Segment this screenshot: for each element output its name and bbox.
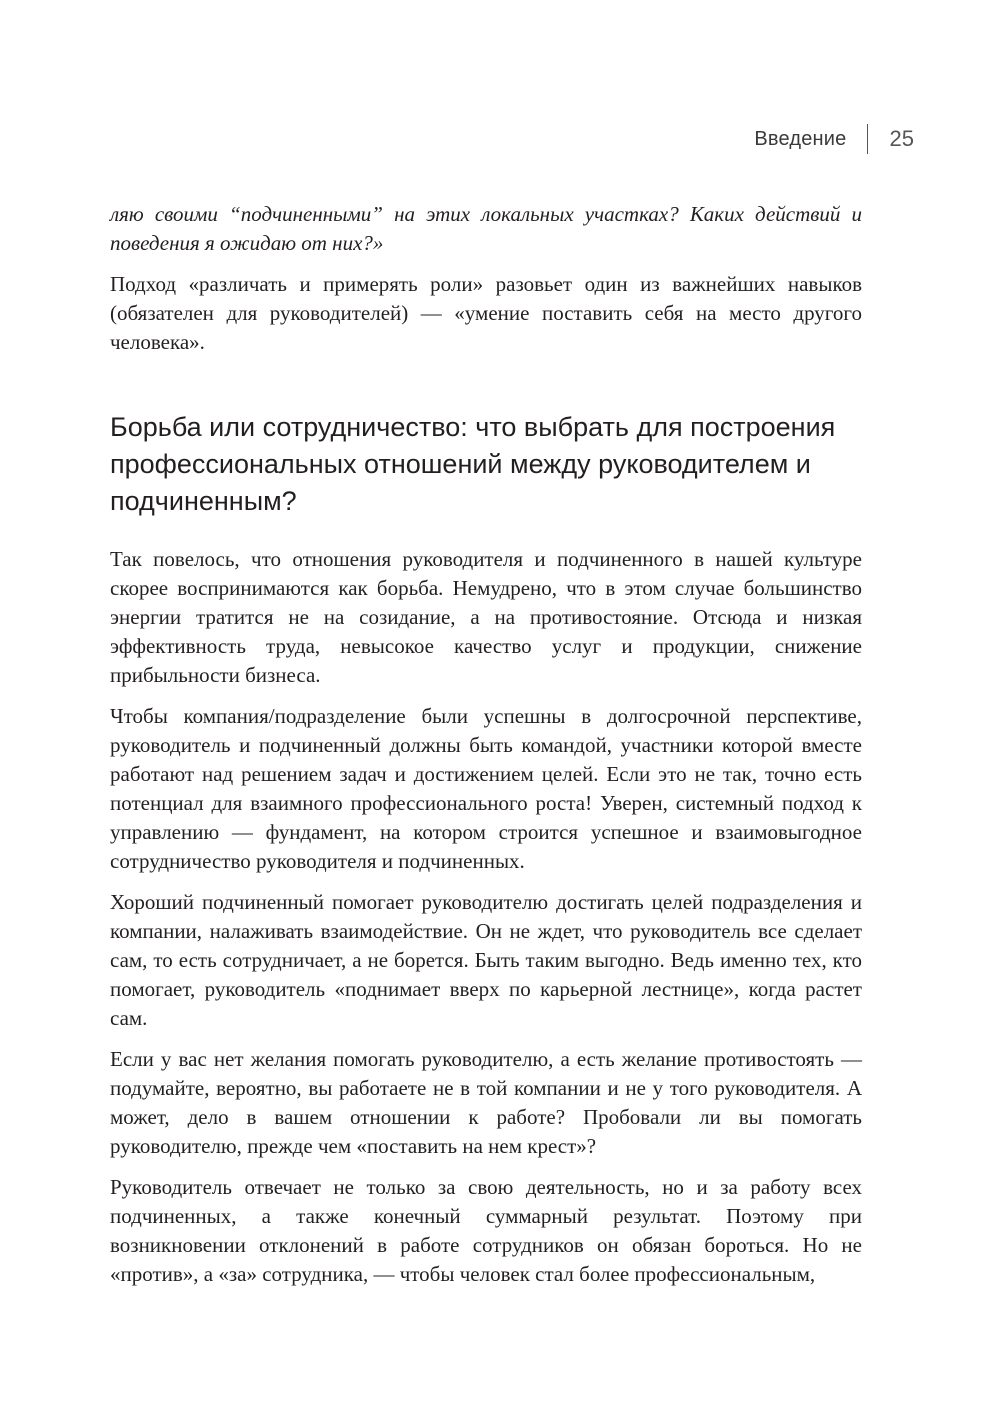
header-divider <box>867 124 868 154</box>
intro-paragraph: Подход «различать и примерять роли» разовьет один из важнейших навыков (обязателен для руководителей) — «умение поставить себя на место другого человека». <box>110 272 862 354</box>
page-number: 25 <box>889 126 914 151</box>
paragraph: Руководитель отвечает не только за свою деятельность, но и за работу всех подчиненных, а также конечный суммарный результат. Поэтому при возникновении отклонений в работе сотрудников он обязан бороться. Но не «против», а «за» сотрудника, — чтобы человек стал более профессиональным, <box>110 1175 862 1286</box>
paragraph: Так повелось, что отношения руководителя и подчиненного в нашей культуре скорее воспринимаются как борьба. Немудрено, что в этом случае большинство энергии тратится не на созидание, а на противостояние. Отсюда и низкая эффективность труда, невысокое качество услуг и продукции, снижение прибыльности бизнеса. <box>110 547 862 687</box>
running-header <box>754 124 914 154</box>
section-heading: Борьба или сотрудничество: что выбрать для построения профессиональных отношений между руководителем и подчиненным? <box>110 412 836 516</box>
body-text <box>110 200 862 1301</box>
paragraph: Если у вас нет желания помогать руководителю, а есть желание противостоять — подумайте, вероятно, вы работаете не в той компании и не у того руководителя. А может, дело в вашем отношении к работе? Пробовали ли вы помогать руководителю, прежде чем «поставить на нем крест»? <box>110 1047 862 1158</box>
section-title: Введение <box>754 127 847 150</box>
paragraph: Чтобы компания/подразделение были успешны в долгосрочной перспективе, руководитель и подчиненный должны быть командой, участники которой вместе работают над решением задач и достижением целей. Если это не так, точно есть потенциал для взаимного профессионального роста! Уверен, системный подход к управлению — фундамент, на котором строится успешное и взаимовыгодное сотрудничество руководителя и подчиненных. <box>110 704 862 873</box>
intro-italic-paragraph: ляю своими “подчиненными” на этих локальных участках? Каких действий и поведения я ожидаю от них?» <box>110 202 862 255</box>
paragraph: Хороший подчиненный помогает руководителю достигать целей подразделения и компании, налаживать взаимодействие. Он не ждет, что руководитель все сделает сам, то есть сотрудничает, а не борется. Быть таким выгодно. Ведь именно тех, кто помогает, руководитель «поднимает вверх по карьерной лестнице», когда растет сам. <box>110 890 862 1030</box>
